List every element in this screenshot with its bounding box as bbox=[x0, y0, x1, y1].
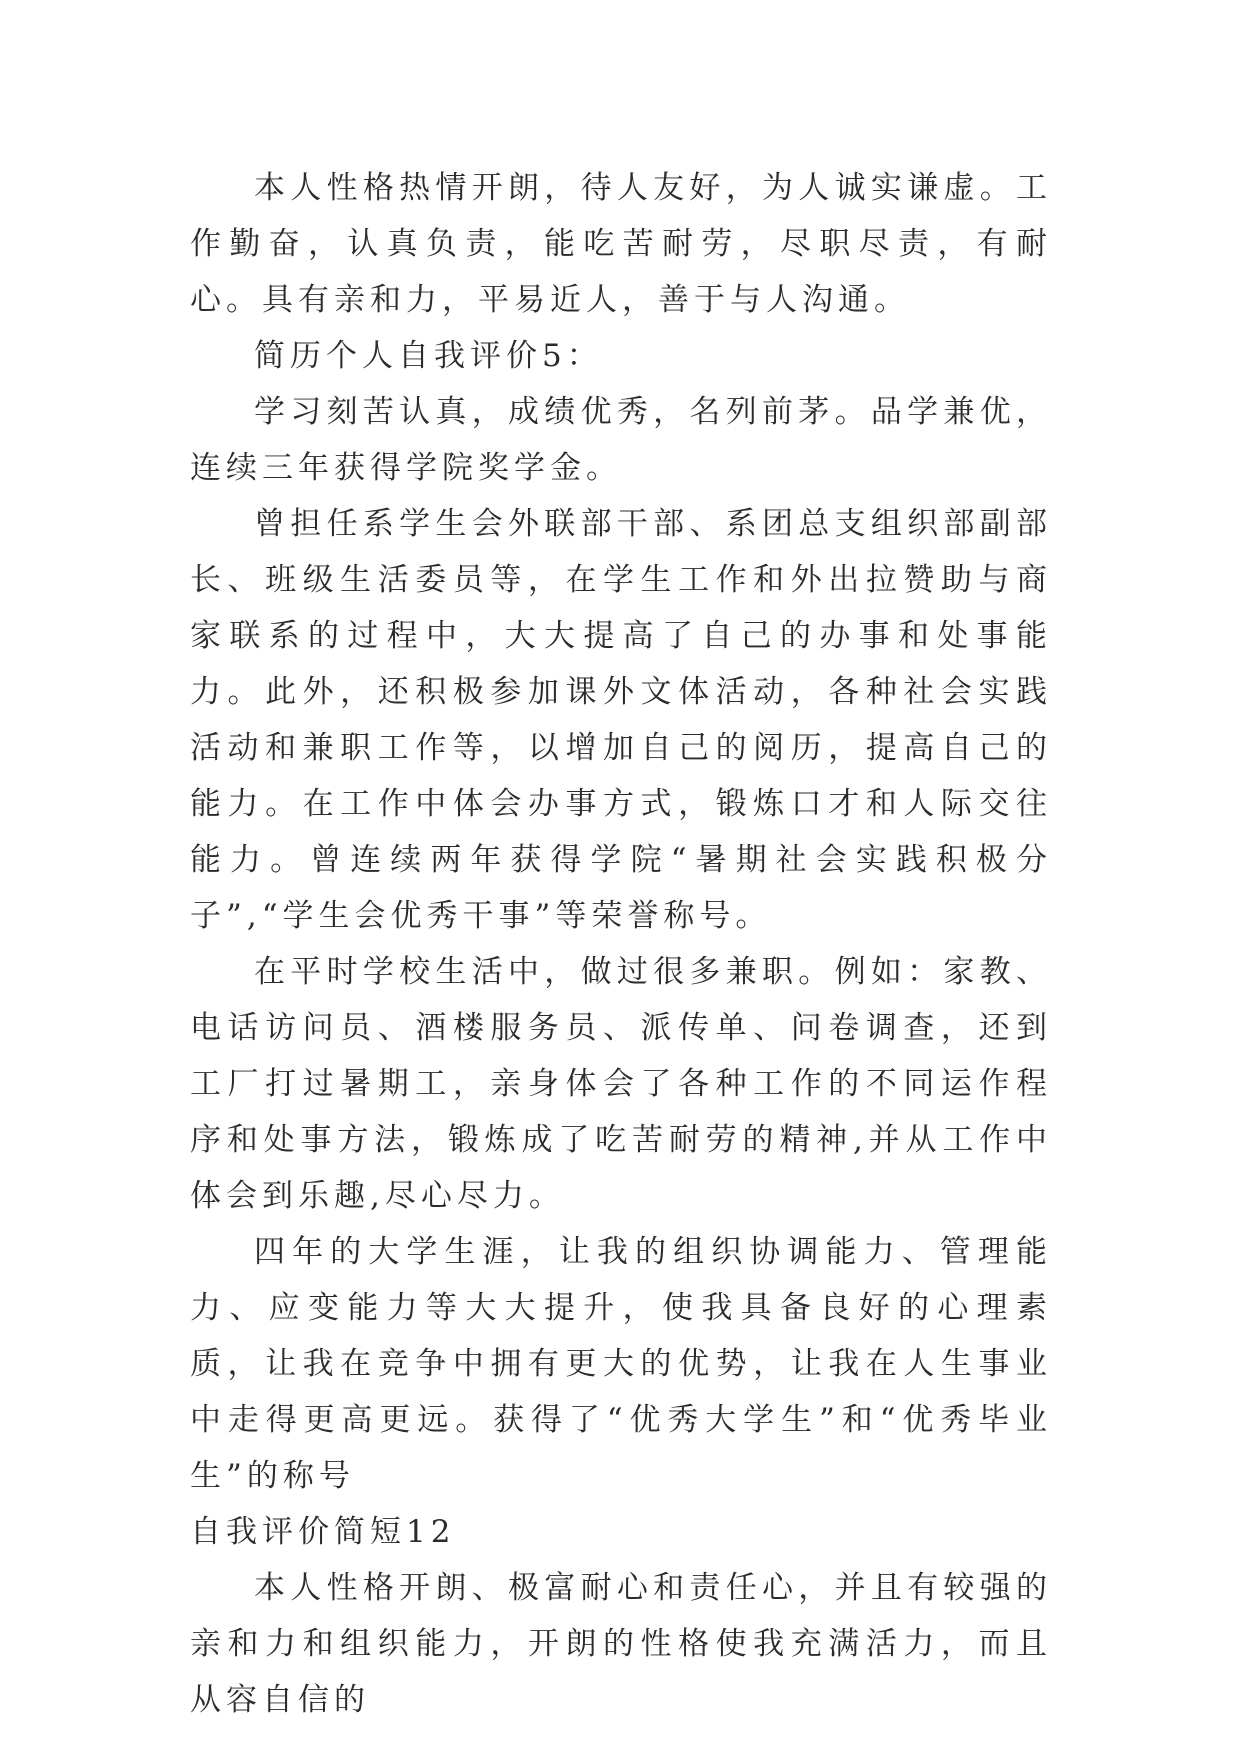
paragraph-personality: 本人性格热情开朗，待人友好，为人诚实谦虚。工作勤奋，认真负责，能吃苦耐劳，尽职尽责，有耐心。具有亲和力，平易近人，善于与人沟通。 bbox=[190, 170, 1052, 318]
document-page bbox=[190, 160, 1052, 1728]
paragraph-university-years: 四年的大学生涯，让我的组织协调能力、管理能力、应变能力等大大提升，使我具备良好的心理素质，让我在竞争中拥有更大的优势，让我在人生事业中走得更高更远。获得了“优秀大学生”和“优秀毕业生”的称号 bbox=[190, 1234, 1052, 1494]
paragraph-brief-evaluation: 本人性格开朗、极富耐心和责任心，并且有较强的亲和力和组织能力，开朗的性格使我充满活力，而且从容自信的 bbox=[190, 1570, 1052, 1718]
paragraph-part-time-jobs: 在平时学校生活中，做过很多兼职。例如：家教、电话访问员、酒楼服务员、派传单、问卷调查，还到工厂打过暑期工，亲身体会了各种工作的不同运作程序和处事方法，锻炼成了吃苦耐劳的精神,并从工作中体会到乐趣,尽心尽力。 bbox=[190, 954, 1052, 1214]
subheading-resume-self-evaluation: 简历个人自我评价5： bbox=[254, 338, 603, 374]
section-heading: 自我评价简短12 bbox=[190, 1514, 456, 1550]
paragraph-study: 学习刻苦认真，成绩优秀，名列前茅。品学兼优，连续三年获得学院奖学金。 bbox=[190, 394, 1052, 486]
paragraph-student-union: 曾担任系学生会外联部干部、系团总支组织部副部长、班级生活委员等，在学生工作和外出拉赞助与商家联系的过程中，大大提高了自己的办事和处事能力。此外，还积极参加课外文体活动，各种社会实践活动和兼职工作等，以增加自己的阅历，提高自己的能力。在工作中体会办事方式，锻炼口才和人际交往能力。曾连续两年获得学院“暑期社会实践积极分子”,“学生会优秀干事”等荣誉称号。 bbox=[190, 506, 1052, 934]
